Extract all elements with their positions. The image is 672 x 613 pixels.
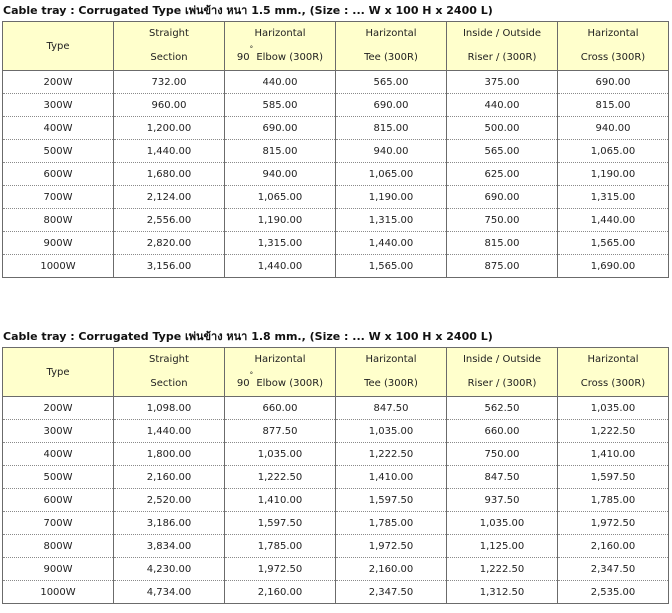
cell-type: 900W xyxy=(3,232,114,255)
cell-tee: 1,190.00 xyxy=(336,186,447,209)
cell-tee: 1,315.00 xyxy=(336,209,447,232)
cell-straight: 3,186.00 xyxy=(114,512,225,535)
cell-straight: 732.00 xyxy=(114,71,225,94)
cell-type: 200W xyxy=(3,71,114,94)
cell-riser: 750.00 xyxy=(447,443,558,466)
cell-tee: 1,597.50 xyxy=(336,489,447,512)
col-header-tee: Harizontal Tee (300R) xyxy=(336,348,447,397)
cell-riser: 937.50 xyxy=(447,489,558,512)
cell-straight: 960.00 xyxy=(114,94,225,117)
cell-type: 800W xyxy=(3,535,114,558)
col-header-riser: Inside / Outside Riser / (300R) xyxy=(447,348,558,397)
price-section-1-5mm xyxy=(2,0,668,278)
price-table xyxy=(2,347,669,604)
table-row xyxy=(3,558,669,581)
table-row xyxy=(3,489,669,512)
col-header-tee: Harizontal Tee (300R) xyxy=(336,22,447,71)
table-row xyxy=(3,443,669,466)
table-row xyxy=(3,163,669,186)
cell-tee: 1,035.00 xyxy=(336,420,447,443)
cell-elbow: 1,065.00 xyxy=(225,186,336,209)
cell-tee: 1,785.00 xyxy=(336,512,447,535)
cell-riser: 440.00 xyxy=(447,94,558,117)
cell-elbow: 2,160.00 xyxy=(225,581,336,604)
cell-type: 500W xyxy=(3,140,114,163)
cell-elbow: 1,410.00 xyxy=(225,489,336,512)
cell-riser: 1,125.00 xyxy=(447,535,558,558)
cell-straight: 4,734.00 xyxy=(114,581,225,604)
cell-type: 300W xyxy=(3,420,114,443)
col-header-cross: Harizontal Cross (300R) xyxy=(558,22,669,71)
cell-riser: 625.00 xyxy=(447,163,558,186)
cell-tee: 815.00 xyxy=(336,117,447,140)
cell-tee: 2,347.50 xyxy=(336,581,447,604)
cell-tee: 1,222.50 xyxy=(336,443,447,466)
cell-riser: 1,035.00 xyxy=(447,512,558,535)
cell-type: 600W xyxy=(3,489,114,512)
cell-riser: 565.00 xyxy=(447,140,558,163)
cell-straight: 3,156.00 xyxy=(114,255,225,278)
cell-type: 900W xyxy=(3,558,114,581)
table-row xyxy=(3,232,669,255)
cell-type: 400W xyxy=(3,443,114,466)
cell-elbow: 815.00 xyxy=(225,140,336,163)
cell-cross: 940.00 xyxy=(558,117,669,140)
cell-tee: 565.00 xyxy=(336,71,447,94)
cell-cross: 815.00 xyxy=(558,94,669,117)
cell-tee: 1,972.50 xyxy=(336,535,447,558)
table-header-row xyxy=(3,22,669,71)
table-row xyxy=(3,466,669,489)
cell-elbow: 877.50 xyxy=(225,420,336,443)
cell-riser: 660.00 xyxy=(447,420,558,443)
cell-straight: 1,440.00 xyxy=(114,140,225,163)
cell-straight: 1,098.00 xyxy=(114,397,225,420)
table-row xyxy=(3,255,669,278)
table-row xyxy=(3,117,669,140)
cell-type: 1000W xyxy=(3,255,114,278)
cell-riser: 875.00 xyxy=(447,255,558,278)
cell-cross: 1,597.50 xyxy=(558,466,669,489)
col-header-cross: Harizontal Cross (300R) xyxy=(558,348,669,397)
cell-type: 700W xyxy=(3,186,114,209)
table-header-row xyxy=(3,348,669,397)
cell-tee: 847.50 xyxy=(336,397,447,420)
cell-riser: 500.00 xyxy=(447,117,558,140)
cell-elbow: 1,315.00 xyxy=(225,232,336,255)
table-title: Cable tray : Corrugated Type เพ่นข้าง หนา 1.5 mm., (Size : ... W x 100 H x 2400 L) xyxy=(3,4,493,17)
cell-elbow: 1,597.50 xyxy=(225,512,336,535)
cell-elbow: 690.00 xyxy=(225,117,336,140)
cell-elbow: 1,972.50 xyxy=(225,558,336,581)
cell-riser: 847.50 xyxy=(447,466,558,489)
cell-elbow: 440.00 xyxy=(225,71,336,94)
col-header-straight: Straight Section xyxy=(114,348,225,397)
cell-riser: 690.00 xyxy=(447,186,558,209)
price-section-1-8mm xyxy=(2,326,668,604)
cell-riser: 750.00 xyxy=(447,209,558,232)
cell-elbow: 1,190.00 xyxy=(225,209,336,232)
cell-cross: 1,440.00 xyxy=(558,209,669,232)
cell-cross: 1,065.00 xyxy=(558,140,669,163)
col-header-type: Type xyxy=(3,22,114,71)
cell-riser: 1,312.50 xyxy=(447,581,558,604)
cell-cross: 1,222.50 xyxy=(558,420,669,443)
price-table xyxy=(2,21,669,278)
cell-straight: 1,800.00 xyxy=(114,443,225,466)
col-header-type: Type xyxy=(3,348,114,397)
cell-straight: 4,230.00 xyxy=(114,558,225,581)
table-row xyxy=(3,140,669,163)
cell-type: 700W xyxy=(3,512,114,535)
cell-elbow: 1,222.50 xyxy=(225,466,336,489)
cell-straight: 1,680.00 xyxy=(114,163,225,186)
cell-cross: 1,315.00 xyxy=(558,186,669,209)
col-header-riser: Inside / Outside Riser / (300R) xyxy=(447,22,558,71)
cell-riser: 562.50 xyxy=(447,397,558,420)
cell-type: 500W xyxy=(3,466,114,489)
cell-tee: 940.00 xyxy=(336,140,447,163)
cell-cross: 2,160.00 xyxy=(558,535,669,558)
cell-cross: 1,690.00 xyxy=(558,255,669,278)
cell-type: 400W xyxy=(3,117,114,140)
table-row xyxy=(3,397,669,420)
cell-elbow: 1,035.00 xyxy=(225,443,336,466)
cell-cross: 1,972.50 xyxy=(558,512,669,535)
cell-cross: 2,347.50 xyxy=(558,558,669,581)
cell-tee: 1,440.00 xyxy=(336,232,447,255)
cell-cross: 1,410.00 xyxy=(558,443,669,466)
cell-type: 800W xyxy=(3,209,114,232)
cell-elbow: 1,785.00 xyxy=(225,535,336,558)
cell-tee: 2,160.00 xyxy=(336,558,447,581)
cell-tee: 690.00 xyxy=(336,94,447,117)
table-row xyxy=(3,71,669,94)
cell-straight: 1,200.00 xyxy=(114,117,225,140)
table-row xyxy=(3,186,669,209)
cell-straight: 2,520.00 xyxy=(114,489,225,512)
cell-elbow: 1,440.00 xyxy=(225,255,336,278)
cell-cross: 1,190.00 xyxy=(558,163,669,186)
cell-type: 600W xyxy=(3,163,114,186)
table-row xyxy=(3,512,669,535)
cell-straight: 2,160.00 xyxy=(114,466,225,489)
cell-cross: 1,785.00 xyxy=(558,489,669,512)
cell-riser: 815.00 xyxy=(447,232,558,255)
table-row xyxy=(3,581,669,604)
cell-cross: 2,535.00 xyxy=(558,581,669,604)
cell-straight: 2,124.00 xyxy=(114,186,225,209)
table-row xyxy=(3,420,669,443)
cell-tee: 1,565.00 xyxy=(336,255,447,278)
cell-straight: 1,440.00 xyxy=(114,420,225,443)
col-header-elbow: Harizontal 90° Elbow (300R) xyxy=(225,348,336,397)
cell-straight: 3,834.00 xyxy=(114,535,225,558)
col-header-straight: Straight Section xyxy=(114,22,225,71)
cell-type: 1000W xyxy=(3,581,114,604)
table-row xyxy=(3,535,669,558)
col-header-elbow: Harizontal 90° Elbow (300R) xyxy=(225,22,336,71)
cell-straight: 2,556.00 xyxy=(114,209,225,232)
cell-tee: 1,065.00 xyxy=(336,163,447,186)
cell-type: 300W xyxy=(3,94,114,117)
cell-elbow: 940.00 xyxy=(225,163,336,186)
cell-straight: 2,820.00 xyxy=(114,232,225,255)
cell-cross: 1,565.00 xyxy=(558,232,669,255)
cell-riser: 375.00 xyxy=(447,71,558,94)
cell-elbow: 660.00 xyxy=(225,397,336,420)
table-row xyxy=(3,209,669,232)
table-title: Cable tray : Corrugated Type เพ่นข้าง หนา 1.8 mm., (Size : ... W x 100 H x 2400 L) xyxy=(3,330,493,343)
cell-elbow: 585.00 xyxy=(225,94,336,117)
cell-type: 200W xyxy=(3,397,114,420)
table-row xyxy=(3,94,669,117)
cell-cross: 690.00 xyxy=(558,71,669,94)
cell-cross: 1,035.00 xyxy=(558,397,669,420)
cell-riser: 1,222.50 xyxy=(447,558,558,581)
cell-tee: 1,410.00 xyxy=(336,466,447,489)
